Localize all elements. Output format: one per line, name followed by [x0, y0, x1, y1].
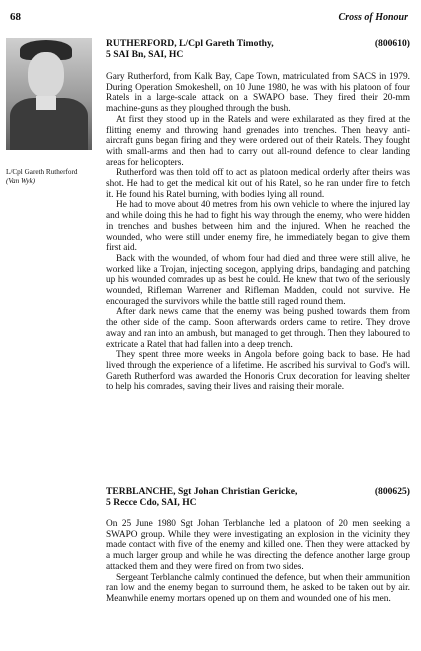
paragraph: After dark news came that the enemy was being pushed towards them from the other side of the camp. Soon afterwards orders came to retire. They drove away and ran into an ambush, but managed to get through. Then they laboured to extricate a Ratel that had fallen into a deep trench. — [106, 307, 410, 350]
entry-number: (800610) — [374, 38, 410, 49]
entry-body-terblanche — [106, 519, 410, 605]
entry-rutherford — [106, 38, 410, 60]
entry-unit: 5 Recce Cdo, SAI, HC — [106, 497, 197, 508]
entry-name: TERBLANCHE, Sgt Johan Christian Gericke, — [106, 486, 298, 497]
paragraph: On 25 June 1980 Sgt Johan Terblanche led a platoon of 20 men seeking a SWAPO group. While they were investigating an explosion in the vicinity they made contact with five of the enemy and killed one. Then they were attacked by a much larger group and while he was directing the defence another large group attacked them and they were fired on from two sides. — [106, 519, 410, 572]
entry-body-rutherford — [106, 72, 410, 393]
paragraph: At first they stood up in the Ratels and were exhilarated as they fired at the flitting enemy and throwing hand grenades into trenches. Then heavy anti-aircraft guns began firing and they were ordered out of their Ratels. They fought with small-arms and then had to carry out all-round defence to clear landing areas for helicopters. — [106, 114, 410, 168]
paragraph: Gary Rutherford, from Kalk Bay, Cape Town, matriculated from SACS in 1979. During Operation Smokeshell, on 10 June 1980, he was with his platoon of four Ratels in a large-scale attack on a SWAPO base. They fired their 20-mm machine-guns as they ploughed through the bush. — [106, 72, 410, 115]
paragraph: Rutherford was then told off to act as platoon medical orderly after theirs was shot. He had to get the medical kit out of his Ratel, so he ran under fire to fetch it. He found his Ratel burning, with bodies lying all round. — [106, 168, 410, 200]
entry-unit: 5 SAI Bn, SAI, HC — [106, 49, 184, 60]
collar-shape — [36, 96, 56, 110]
paragraph: Sergeant Terblanche calmly continued the defence, but when their ammunition ran low and the enemy began to surround them, he asked to be taken out by air. Meanwhile enemy mortars opened up on them and wounded one of his men. — [106, 572, 410, 604]
photo-caption-name: L/Cpl Gareth Rutherford — [6, 168, 78, 176]
running-head: Cross of Honour — [338, 12, 408, 23]
paragraph: Back with the wounded, of whom four had died and three were still alive, he worked like a Trojan, injecting socegon, applying drips, bandaging and patching up his wounded comrades up as best he could. He knew that two of the seriously wounded, Rifleman Warrener and Rifleman Madden, could not survive. He encouraged the survivors while the battle still raged round them. — [106, 253, 410, 307]
paragraph: He had to move about 40 metres from his own vehicle to where the injured lay and while doing this he had to fight his way through the enemy, who were hidden in trenches and bushes between him and the injured. When he reached the wounded, who were still under enemy fire, he immediately began to give them first aid. — [106, 200, 410, 254]
paragraph: They spent three more weeks in Angola before going back to base. He had lived through the experience of a lifetime. He ascribed his survival to God's will. Gareth Rutherford was awarded the Honoris Crux decoration for leaving shelter to help his comrades, saving their lives and raising their morale. — [106, 350, 410, 393]
page-number: 68 — [10, 11, 21, 23]
portrait-photo — [6, 38, 92, 150]
face-shape — [28, 52, 64, 98]
entry-number: (800625) — [374, 486, 410, 497]
photo-caption — [6, 168, 98, 186]
photo-caption-credit: (Van Wyk) — [6, 177, 36, 185]
entry-name: RUTHERFORD, L/Cpl Gareth Timothy, — [106, 38, 274, 49]
entry-heading — [106, 486, 410, 497]
entry-heading — [106, 38, 410, 49]
entry-terblanche — [106, 486, 410, 508]
